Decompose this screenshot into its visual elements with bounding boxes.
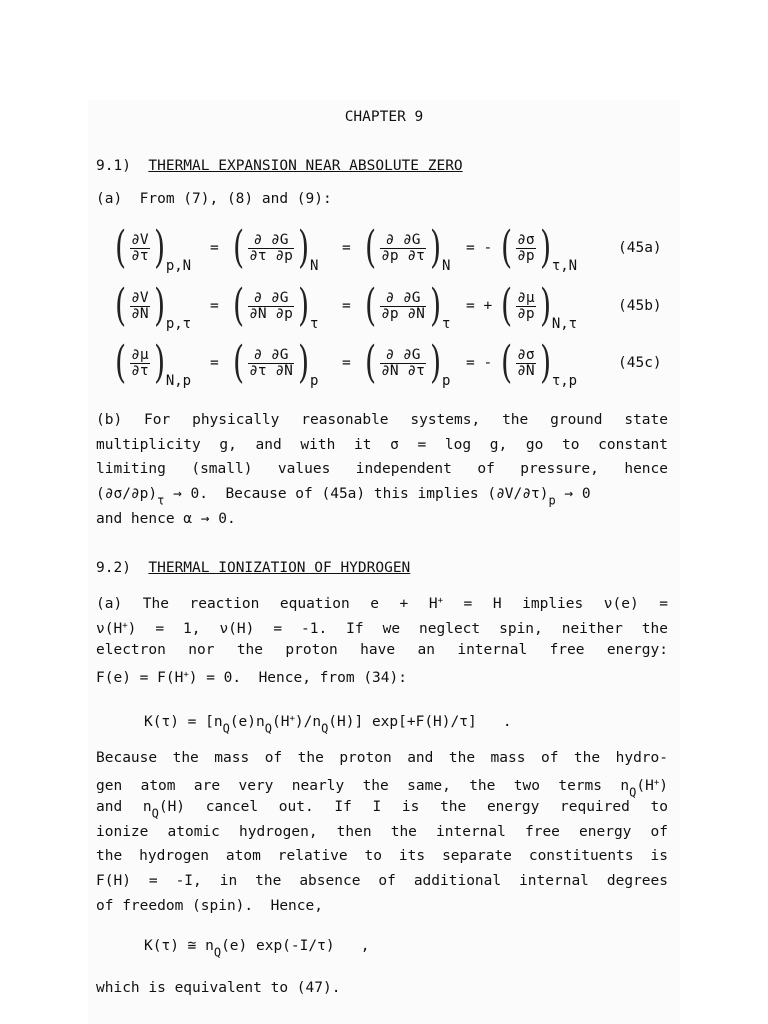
- paragraph-line: and $n_Q(H)$ cancel out. If I is the energy required to: [96, 799, 668, 821]
- paragraph-line: (a) The reaction equation e + H+ = H implies ν(e) =: [96, 595, 668, 612]
- equation-45a: ( $\frac{\partial V}{\partial\tau}$ ) p,N = ( $\frac{\partial \partial G}{\partial\tau \partial p}$ ) N = ( $\frac{\partial \partial G}{\partial p \partial\tau}$ ) N = - ( $\frac{\partial\sigma}{\partial p}$ ) τ,N (45a): [115, 222, 662, 274]
- paragraph-line: F(e) = F(H+) = 0. Hence, from (34):: [96, 669, 407, 686]
- paragraph-line: electron nor the proton have an internal free energy:: [96, 642, 668, 658]
- paragraph-line: F(H) = -I, in the absence of additional internal degrees: [96, 873, 668, 889]
- part-b-line: and hence α → 0.: [96, 511, 236, 527]
- paragraph-line: the hydrogen atom relative to its separate constituents is: [96, 848, 668, 864]
- part-b-line: multiplicity g, and with it σ = log g, go to constant: [96, 437, 668, 453]
- part-b-line: (b) For physically reasonable systems, the ground state: [96, 412, 668, 428]
- part-b-line-derivatives: $(\partial\sigma/\partial p)_\tau \to 0$. Because of (45a) this implies $(\partial V/\partial\tau)_p \to 0$: [96, 486, 591, 508]
- paragraph-line: of freedom (spin). Hence,: [96, 898, 323, 914]
- closing-line: which is equivalent to (47).: [96, 980, 341, 996]
- part-b-line: limiting (small) values independent of pressure, hence: [96, 461, 668, 477]
- paragraph-line: ionize atomic hydrogen, then the internal free energy of: [96, 824, 668, 840]
- equation-number: (45a): [618, 240, 662, 256]
- paragraph-line: Because the mass of the proton and the mass of the hydro-: [96, 750, 668, 766]
- section-title: THERMAL EXPANSION NEAR ABSOLUTE ZERO: [148, 158, 463, 174]
- section-number: 9.2): [96, 560, 131, 576]
- section-number: 9.1): [96, 158, 131, 174]
- section-title: THERMAL IONIZATION OF HYDROGEN: [148, 560, 411, 576]
- part-a-intro: (a) From (7), (8) and (9):: [96, 191, 332, 207]
- paragraph-line: ν(H+) = 1, ν(H) = -1. If we neglect spin, neither the: [96, 620, 668, 637]
- paragraph-line: gen atom are very nearly the same, the two terms $n_Q(H^+)$: [96, 777, 668, 800]
- equation-45b: ( $\frac{\partial V}{\partial N}$ ) p,τ = ( $\frac{\partial \partial G}{\partial N \partial p}$ ) τ = ( $\frac{\partial \partial G}{\partial p \partial N}$ ) τ = + ( $\frac{\partial\mu}{\partial p}$ ) N,τ (45b): [115, 280, 662, 332]
- equation-k-tau-approx: K(τ) ≅ $n_Q(e)$ exp(-I/τ) ,: [144, 938, 370, 960]
- equation-45c: ( $\frac{\partial\mu}{\partial\tau}$ ) N,p = ( $\frac{\partial \partial G}{\partial\tau \partial N}$ ) p = ( $\frac{\partial \partial G}{\partial N \partial\tau}$ ) p = - ( $\frac{\partial\sigma}{\partial N}$ ) τ,p (45c): [115, 337, 662, 389]
- equation-number: (45b): [618, 298, 662, 314]
- section-heading-9-1: [96, 157, 463, 175]
- equation-number: (45c): [618, 355, 662, 371]
- equation-k-tau: $K(\tau) = [n_Q(e)n_Q(H^+)/n_Q(H)]$ exp[+F(H)/τ] .: [144, 713, 512, 736]
- chapter-heading: CHAPTER 9: [344, 109, 424, 125]
- section-heading-9-2: [96, 559, 410, 577]
